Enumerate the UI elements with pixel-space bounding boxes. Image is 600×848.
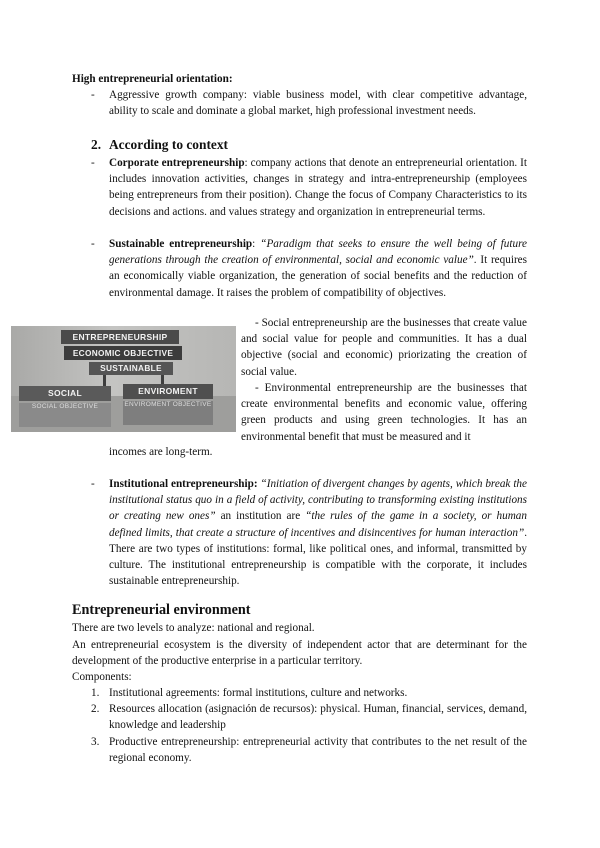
sustainable-paragraph <box>109 236 527 301</box>
figure-block-entrepreneurship: ENTREPRENEURSHIP <box>61 330 179 344</box>
institutional-quote-1: “Initiation of divergent changes by agents, which break the institutional status quo in a field of activity, contributing to transforming existing institutions or creating new ones” <box>109 478 527 523</box>
institutional-term: Institutional entrepreneurship: <box>109 478 258 490</box>
section-title-environment: Entrepreneurial environment <box>72 602 251 618</box>
high-orientation-heading: High entrepreneurial orientation: <box>72 73 233 85</box>
bullet-dash: - <box>91 478 95 490</box>
institutional-paragraph <box>109 476 527 589</box>
corporate-text: : company actions that denote an entrepreneurial orientation. It includes innovation activities, changes in strategy and intra-entrepreneurship (employees being entrepreneurs from their position). Change the focus of Company Characteristics to its decisions and actions. and values strategy and organization in entrepreneurial terms. <box>109 157 528 218</box>
sustainable-text: . It requires an economically viable organization, the generation of social benefits and the reduction of environmental damage. It raises the problem of compatibility of objectives. <box>109 254 527 299</box>
environment-levels: There are two levels to analyze: national and regional. <box>72 622 315 634</box>
figure-block-social: SOCIAL <box>19 386 111 401</box>
institutional-mid: an institution are <box>215 510 306 523</box>
institutional-text: . There are two types of institutions: formal, like political ones, and informal, transmitted by culture. The institutional entrepreneurship is compatible with the corporate, it includes sustainable entrepreneurship. <box>109 526 527 588</box>
components-label: Components: <box>72 671 132 683</box>
section-title-context: According to context <box>109 137 228 152</box>
component-item-3: Productive entrepreneurship: entrepreneurial activity that contributes to the net result of the regional economy. <box>109 736 527 765</box>
figure-block-enviroment-objective: ENVIROMENT OBJECTIVE <box>123 401 213 425</box>
sustainable-entrepreneurship-figure <box>11 326 236 432</box>
figure-block-economic-objective: ECONOMIC OBJECTIVE <box>64 346 182 360</box>
section-number: 2. <box>91 137 102 152</box>
bullet-dash: - <box>91 238 95 250</box>
environmental-continuation: incomes are long-term. <box>109 446 213 458</box>
bullet-dash: - <box>91 89 95 101</box>
social-paragraph: - Social entrepreneurship are the businesses that create value and social value for people and communities. It has a dual objective (social and economic) priorizating the creation of social value. <box>241 317 527 378</box>
figure-connector <box>103 375 106 386</box>
list-number: 3. <box>91 736 100 748</box>
component-item-1: Institutional agreements: formal institutions, culture and networks. <box>109 687 408 699</box>
component-item-2: Resources allocation (asignación de recursos): physical. Human, financial, services, demand, knowledge and leadership <box>109 703 527 732</box>
figure-connector <box>161 375 164 384</box>
high-orientation-bullet: Aggressive growth company: viable business model, with clear competitive advantage, ability to scale and dominate a global market, high professional investment needs. <box>109 89 527 118</box>
sustainable-quote: “Paradigm that seeks to ensure the well being of future generations through the creation of environmental, social and economic value” <box>109 238 527 267</box>
list-number: 2. <box>91 703 100 715</box>
list-number: 1. <box>91 687 100 699</box>
figure-block-social-objective: SOCIAL OBJECTIVE <box>19 403 111 427</box>
bullet-dash: - <box>91 157 95 169</box>
institutional-quote-2: “the rules of the game in a society, or human defined limits, that create a structure of incentives and disincentives for human interaction” <box>109 510 527 539</box>
figure-block-enviroment: ENVIROMENT <box>123 384 213 399</box>
sustainable-term: Sustainable entrepreneurship <box>109 238 253 250</box>
environment-ecosystem: An entrepreneurial ecosystem is the diversity of independent actor that are determinant for the development of the productive enterprise in a particular territory. <box>72 639 527 668</box>
corporate-term: Corporate entrepreneurship <box>109 157 245 169</box>
sustainable-colon: : <box>252 238 261 250</box>
corporate-paragraph <box>109 155 527 220</box>
figure-block-sustainable: SUSTAINABLE <box>89 362 173 375</box>
environmental-paragraph: - Environmental entrepreneurship are the businesses that create environmental benefits and economic value, offering green products and using green technologies. It has an environmental benefit that must be measured and it <box>241 382 527 443</box>
